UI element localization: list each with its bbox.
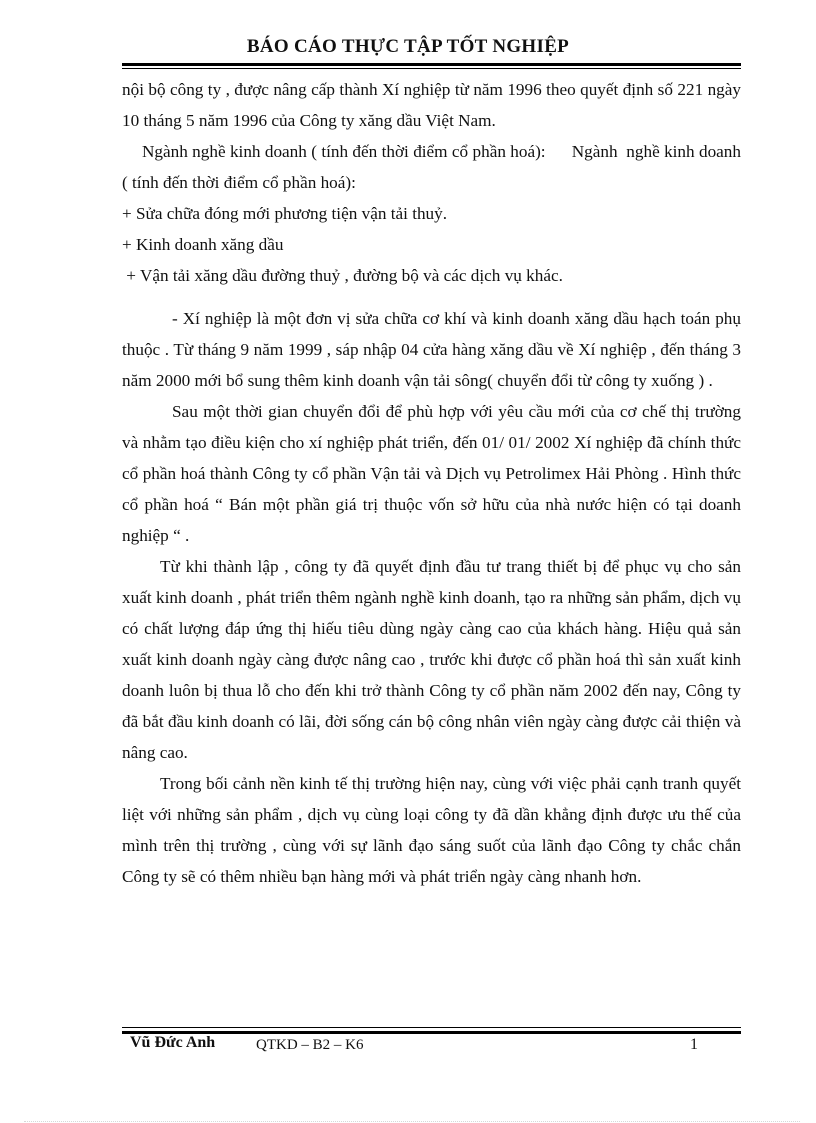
paragraph-development: Từ khi thành lập , công ty đã quyết định đầu tư trang thiết bị để phục vụ cho sản xuất kinh doanh , phát triển thêm ngành nghề kinh doanh, tạo ra những sản phẩm, dịch vụ có chất lượng đáp ứng thị hiếu tiêu dùng ngày càng cao của khách hàng. Hiệu quả sản xuất kinh doanh ngày càng được nâng cao , trước khi được cổ phần hoá thì sản xuất kinh doanh luôn bị thua lỗ cho đến khi trở thành Công ty cổ phần năm 2002 đến nay, Công ty đã bắt đầu kinh doanh có lãi, đời sống cán bộ công nhân viên ngày càng được cải thiện và nâng cao.	[122, 557, 741, 762]
footer-author: Vũ Đức Anh	[130, 1034, 216, 1051]
header-rule-thin	[122, 68, 741, 69]
list-item-fuel-transport: + Vận tải xăng dầu đường thuỷ , đường bộ và các dịch vụ khác.	[122, 266, 563, 285]
document-body	[122, 74, 746, 892]
header-rule-thick	[122, 63, 741, 66]
paragraph-market-context: Trong bối cảnh nền kinh tế thị trường hiện nay, cùng với việc phải cạnh tranh quyết liệt với những sản phẩm , dịch vụ cùng loại công ty đã dần khẳng định được ưu thế của mình trên thị trường , cùng với sự lãnh đạo sáng suốt của lãnh đạo Công ty chắc chắn Công ty sẽ có thêm nhiều bạn hàng mới và phát triển ngày càng nhanh hơn.	[122, 774, 741, 886]
page-number: 1	[690, 1036, 698, 1053]
page-edge-divider	[24, 1121, 800, 1122]
list-item-fuel-trading: + Kinh doanh xăng dầu	[122, 235, 284, 254]
paragraph-business-lines: Ngành nghề kinh doanh ( tính đến thời điểm cổ phần hoá): Ngành nghề kinh doanh ( tính đến thời điểm cổ phần hoá):	[122, 142, 746, 192]
paragraph-intro: nội bộ công ty , được nâng cấp thành Xí nghiệp từ năm 1996 theo quyết định số 221 ngày 10 tháng 5 năm 1996 của Công ty xăng dầu Việt Nam.	[122, 80, 741, 130]
paragraph-equitization: Sau một thời gian chuyển đổi để phù hợp với yêu cầu mới của cơ chế thị trường và nhằm tạo điều kiện cho xí nghiệp phát triển, đến 01/ 01/ 2002 Xí nghiệp đã chính thức cổ phần hoá thành Công ty cổ phần Vận tải và Dịch vụ Petrolimex Hải Phòng . Hình thức cổ phần hoá “ Bán một phần giá trị thuộc vốn sở hữu của nhà nước hiện có tại doanh nghiệp “ .	[122, 402, 741, 545]
paragraph-enterprise: - Xí nghiệp là một đơn vị sửa chữa cơ khí và kinh doanh xăng dầu hạch toán phụ thuộc . Từ tháng 9 năm 1999 , sáp nhập 04 cửa hàng xăng dầu về Xí nghiệp , đến tháng 3 năm 2000 mới bổ sung thêm kinh doanh vận tải sông( chuyển đổi từ công ty xuống ) .	[122, 309, 741, 390]
page-header-title: BÁO CÁO THỰC TẬP TỐT NGHIỆP	[246, 36, 570, 57]
paragraph-gap	[122, 291, 741, 303]
list-item-shipbuilding: + Sửa chữa đóng mới phương tiện vận tải thuỷ.	[122, 204, 448, 223]
footer-rule-thin	[122, 1027, 741, 1028]
footer-class-code: QTKD – B2 – K6	[256, 1037, 364, 1053]
